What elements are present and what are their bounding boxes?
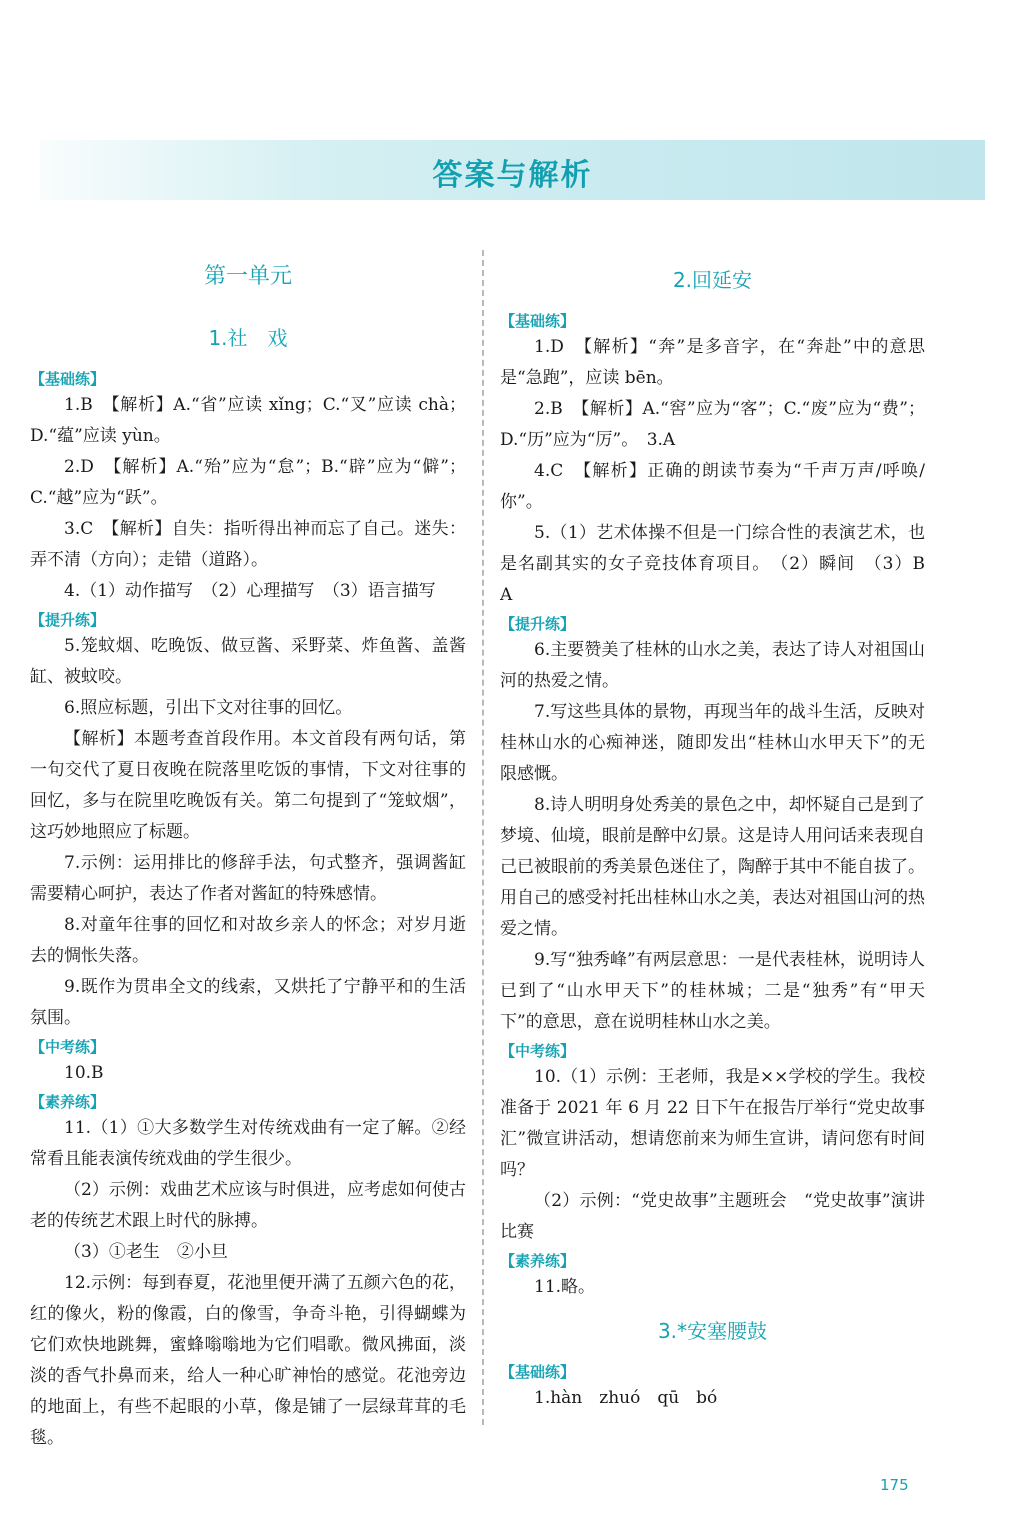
unit-title: 第一单元	[203, 264, 292, 289]
answer-paragraph: 7.写这些具体的景物，再现当年的战斗生活，反映对桂林山水的心痴神迷，随即发出“桂林山水甲天下”的无限感慨。	[500, 702, 925, 784]
answer-paragraph: 9.既作为贯串全文的线索，又烘托了宁静平和的生活氛围。	[30, 977, 466, 1028]
right-answers	[500, 252, 942, 1414]
section-tag: 【中考练】	[30, 1038, 106, 1056]
section-tag: 【提升练】	[500, 615, 576, 633]
answer-paragraph: 8.诗人明明身处秀美的景色之中，却怀疑自己是到了梦境、仙境，眼前是醉中幻景。这是诗人用问话来表现自己已被眼前的秀美景色迷住了，陶醉于其中不能自拔了。用自己的感受衬托出桂林山水之美，表达对祖国山河的热爱之情。	[500, 795, 925, 939]
answer-paragraph: 1.B 【解析】A.“省”应读 xǐng；C.“叉”应读 chà；D.“蕴”应读 yùn。	[30, 395, 466, 446]
column-divider	[482, 250, 484, 1425]
answer-paragraph: 2.B 【解析】A.“窖”应为“客”；C.“废”应为“费”；D.“历”应为“厉”。 3.A	[500, 399, 925, 450]
left-answers	[30, 368, 466, 1454]
answer-paragraph: 2.D 【解析】A.“殆”应为“怠”；B.“辟”应为“僻”；C.“越”应为“跃”。	[30, 457, 466, 508]
answer-paragraph: 3.C 【解析】自失：指听得出神而忘了自己。迷失：弄不清（方向）；走错（道路）。	[30, 519, 466, 570]
section-tag: 【素养练】	[30, 1093, 106, 1111]
answer-paragraph: 9.写“独秀峰”有两层意思：一是代表桂林，说明诗人已到了“山水甲天下”的桂林城；二是“独秀”有“甲天下”的意思，意在说明桂林山水之美。	[500, 950, 925, 1032]
answer-paragraph: 5.笼蚊烟、吃晚饭、做豆酱、采野菜、炸鱼酱、盖酱缸、被蚊咬。	[30, 636, 466, 687]
page-title: 答案与解析	[432, 158, 593, 193]
answer-paragraph: 4.C 【解析】正确的朗读节奏为“千声万声/呼唤/你”。	[500, 461, 925, 512]
answer-paragraph: （2）示例：“党史故事”主题班会 “党史故事”演讲比赛	[500, 1191, 925, 1242]
answer-paragraph: 11.（1）①大多数学生对传统戏曲有一定了解。②经常看且能表演传统戏曲的学生很少。	[30, 1118, 466, 1169]
answer-paragraph: 11.略。	[534, 1277, 596, 1297]
answer-paragraph: 10.（1）示例：王老师，我是××学校的学生。我校准备于 2021 年 6 月 22 日下午在报告厅举行“党史故事汇”微宣讲活动，想请您前来为师生宣讲，请问您有时间吗？	[500, 1067, 925, 1180]
section-tag: 【基础练】	[500, 312, 576, 330]
lesson-title: 1.社 戏	[208, 326, 288, 350]
answer-paragraph: 7.示例：运用排比的修辞手法，句式整齐，强调酱缸需要精心呵护，表达了作者对酱缸的特殊感情。	[30, 853, 466, 904]
answer-paragraph: 6.照应标题，引出下文对往事的回忆。	[64, 698, 353, 718]
page-number: 175	[880, 1476, 909, 1494]
section-tag: 【素养练】	[500, 1252, 576, 1270]
answer-paragraph: 8.对童年往事的回忆和对故乡亲人的怀念；对岁月逝去的惆怅失落。	[30, 915, 466, 966]
header-banner	[40, 140, 985, 200]
answer-paragraph: 5.（1）艺术体操不但是一门综合性的表演艺术，也是名副其实的女子竞技体育项目。 （2）瞬间 （3）B A	[500, 523, 942, 605]
answer-paragraph: 6.主要赞美了桂林的山水之美，表达了诗人对祖国山河的热爱之情。	[500, 640, 925, 691]
section-tag: 【基础练】	[500, 1363, 576, 1381]
left-column	[30, 252, 466, 1454]
answer-paragraph: （2）示例：戏曲艺术应该与时俱进，应考虑如何使古老的传统艺术跟上时代的脉搏。	[30, 1180, 466, 1231]
answer-paragraph: 【解析】本题考查首段作用。本文首段有两句话，第一句交代了夏日夜晚在院落里吃饭的事情，下文对往事的回忆，多与在院里吃晚饭有关。第二句提到了“笼蚊烟”，这巧妙地照应了标题。	[30, 729, 466, 842]
section-tag: 【提升练】	[30, 611, 106, 629]
lesson-title: 2.回延安	[672, 268, 753, 292]
section-tag: 【基础练】	[30, 370, 106, 388]
answer-paragraph: 12.示例：每到春夏，花池里便开满了五颜六色的花，红的像火，粉的像霞，白的像雪，争奇斗艳，引得蝴蝶为它们欢快地跳舞，蜜蜂嗡嗡地为它们唱歌。微风拂面，淡淡的香气扑鼻而来，给人一种心旷神怡的感觉。花池旁边的地面上，有些不起眼的小草，像是铺了一层绿茸茸的毛毯。	[30, 1273, 466, 1448]
answer-paragraph: （3）①老生 ②小旦	[64, 1242, 228, 1262]
right-column	[500, 252, 942, 1414]
answer-paragraph: 10.B	[64, 1063, 104, 1083]
lesson-title: 3.*安塞腰鼓	[657, 1319, 768, 1343]
section-tag: 【中考练】	[500, 1042, 576, 1060]
answer-paragraph: 1.hàn zhuó qū bó	[534, 1388, 718, 1408]
answer-paragraph: 4.（1）动作描写 （2）心理描写 （3）语言描写	[64, 581, 436, 601]
answer-paragraph: 1.D 【解析】“奔”是多音字，在“奔赴”中的意思是“急跑”，应读 bēn。	[500, 337, 925, 388]
